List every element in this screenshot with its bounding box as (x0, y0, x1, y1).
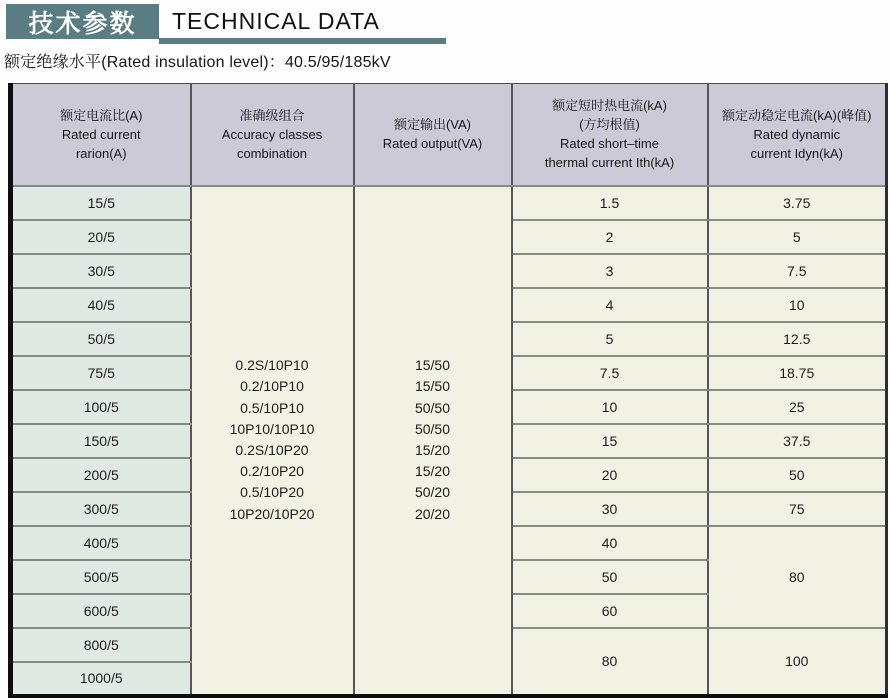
header-line: Accuracy classes (221, 126, 323, 142)
ratio-cell: 50/5 (11, 322, 191, 356)
idyn-cell: 12.5 (708, 322, 887, 356)
accuracy-class-value: 10P10/10P10 (229, 420, 315, 437)
ith-cell: 4 (512, 288, 708, 322)
rated-output-value: 15/50 (414, 378, 451, 395)
col-header-rated-output (354, 84, 512, 186)
header-line: (方均根值) (579, 117, 640, 133)
header-line: 额定短时热电流(kA) (552, 98, 667, 114)
col-header-accuracy-classes (191, 84, 354, 186)
ratio-cell: 150/5 (11, 424, 191, 458)
ratio-cell: 40/5 (11, 288, 191, 322)
rated-output-value: 15/20 (414, 463, 451, 480)
idyn-cell: 10 (708, 288, 887, 322)
ith-merged-cell: 80 (512, 628, 708, 696)
accuracy-class-value: 0.2/10P20 (240, 463, 304, 480)
rated-output-value: 15/20 (414, 442, 451, 458)
col-header-dynamic-current (708, 84, 887, 186)
accuracy-class-value: 0.5/10P20 (240, 484, 304, 501)
header-line: Rated current (61, 126, 141, 142)
ith-cell: 1.5 (512, 186, 708, 220)
page-title-english: TECHNICAL DATA (172, 8, 380, 34)
ratio-cell: 20/5 (11, 220, 191, 254)
rated-insulation-level: 额定绝缘水平(Rated insulation level)：40.5/95/185kV (4, 54, 391, 71)
idyn-cell: 5 (708, 220, 887, 254)
idyn-cell: 50 (708, 458, 887, 492)
ith-cell: 50 (512, 560, 708, 594)
title-chinese-box (6, 4, 159, 39)
header-line: combination (236, 145, 308, 161)
ith-cell: 15 (512, 424, 708, 458)
idyn-cell: 75 (708, 492, 887, 526)
ratio-cell: 200/5 (11, 458, 191, 492)
ratio-cell: 300/5 (11, 492, 191, 526)
ith-cell: 60 (512, 594, 708, 628)
ith-cell: 5 (512, 322, 708, 356)
ith-cell: 2 (512, 220, 708, 254)
ith-cell: 7.5 (512, 356, 708, 390)
table-row (11, 186, 887, 220)
header-line: Rated output(VA) (382, 136, 483, 152)
rated-output-value: 50/20 (414, 484, 451, 501)
header-line: 额定电流比(A) (60, 107, 143, 123)
header-line: rarion(A) (75, 145, 127, 161)
accuracy-classes-cell (191, 186, 354, 696)
rated-output-value: 15/50 (414, 357, 451, 374)
accuracy-class-value: 0.2/10P10 (240, 378, 304, 395)
ratio-cell: 30/5 (11, 254, 191, 288)
idyn-merged-cell: 80 (708, 526, 887, 628)
idyn-cell: 3.75 (708, 186, 887, 220)
ratio-cell: 15/5 (11, 186, 191, 220)
accuracy-class-value: 0.2S/10P10 (235, 357, 309, 374)
title-banner (0, 0, 890, 46)
ratio-cell: 800/5 (11, 628, 191, 662)
header-line: thermal current Ith(kA) (544, 155, 675, 171)
ratio-cell: 500/5 (11, 560, 191, 594)
rated-output-cell (354, 186, 512, 696)
page-title-chinese: 技术参数 (28, 9, 137, 38)
ratio-cell: 75/5 (11, 356, 191, 390)
technical-data-table (8, 83, 888, 698)
rated-output-value: 50/50 (414, 420, 451, 437)
ratio-cell: 400/5 (11, 526, 191, 560)
ith-cell: 30 (512, 492, 708, 526)
table-header-row (11, 84, 887, 186)
accuracy-class-value: 0.2S/10P20 (235, 442, 309, 458)
idyn-cell: 7.5 (708, 254, 887, 288)
header-line: Rated short–time (560, 136, 659, 152)
header-line: current Idyn(kA) (750, 145, 843, 161)
header-line: 额定输出(VA) (393, 117, 472, 133)
accuracy-class-value: 0.5/10P10 (240, 399, 304, 416)
rated-output-value: 20/20 (414, 505, 451, 522)
ratio-cell: 100/5 (11, 390, 191, 424)
header-line: 准确级组合 (239, 107, 305, 123)
idyn-merged-cell: 100 (708, 628, 887, 696)
ith-cell: 3 (512, 254, 708, 288)
ratio-cell: 1000/5 (11, 662, 191, 696)
header-line: Rated dynamic (753, 126, 841, 142)
idyn-cell: 37.5 (708, 424, 887, 458)
ith-cell: 40 (512, 526, 708, 560)
rated-output-value: 50/50 (414, 399, 451, 416)
ith-cell: 20 (512, 458, 708, 492)
col-header-short-time-thermal-current (512, 84, 708, 186)
idyn-cell: 18.75 (708, 356, 887, 390)
title-underline-bar (159, 38, 446, 44)
col-header-rated-current-ratio (11, 84, 191, 186)
accuracy-class-value: 10P20/10P20 (229, 505, 315, 522)
ratio-cell: 600/5 (11, 594, 191, 628)
idyn-cell: 25 (708, 390, 887, 424)
ith-cell: 10 (512, 390, 708, 424)
header-line: 额定动稳定电流(kA)(峰值) (722, 107, 872, 123)
